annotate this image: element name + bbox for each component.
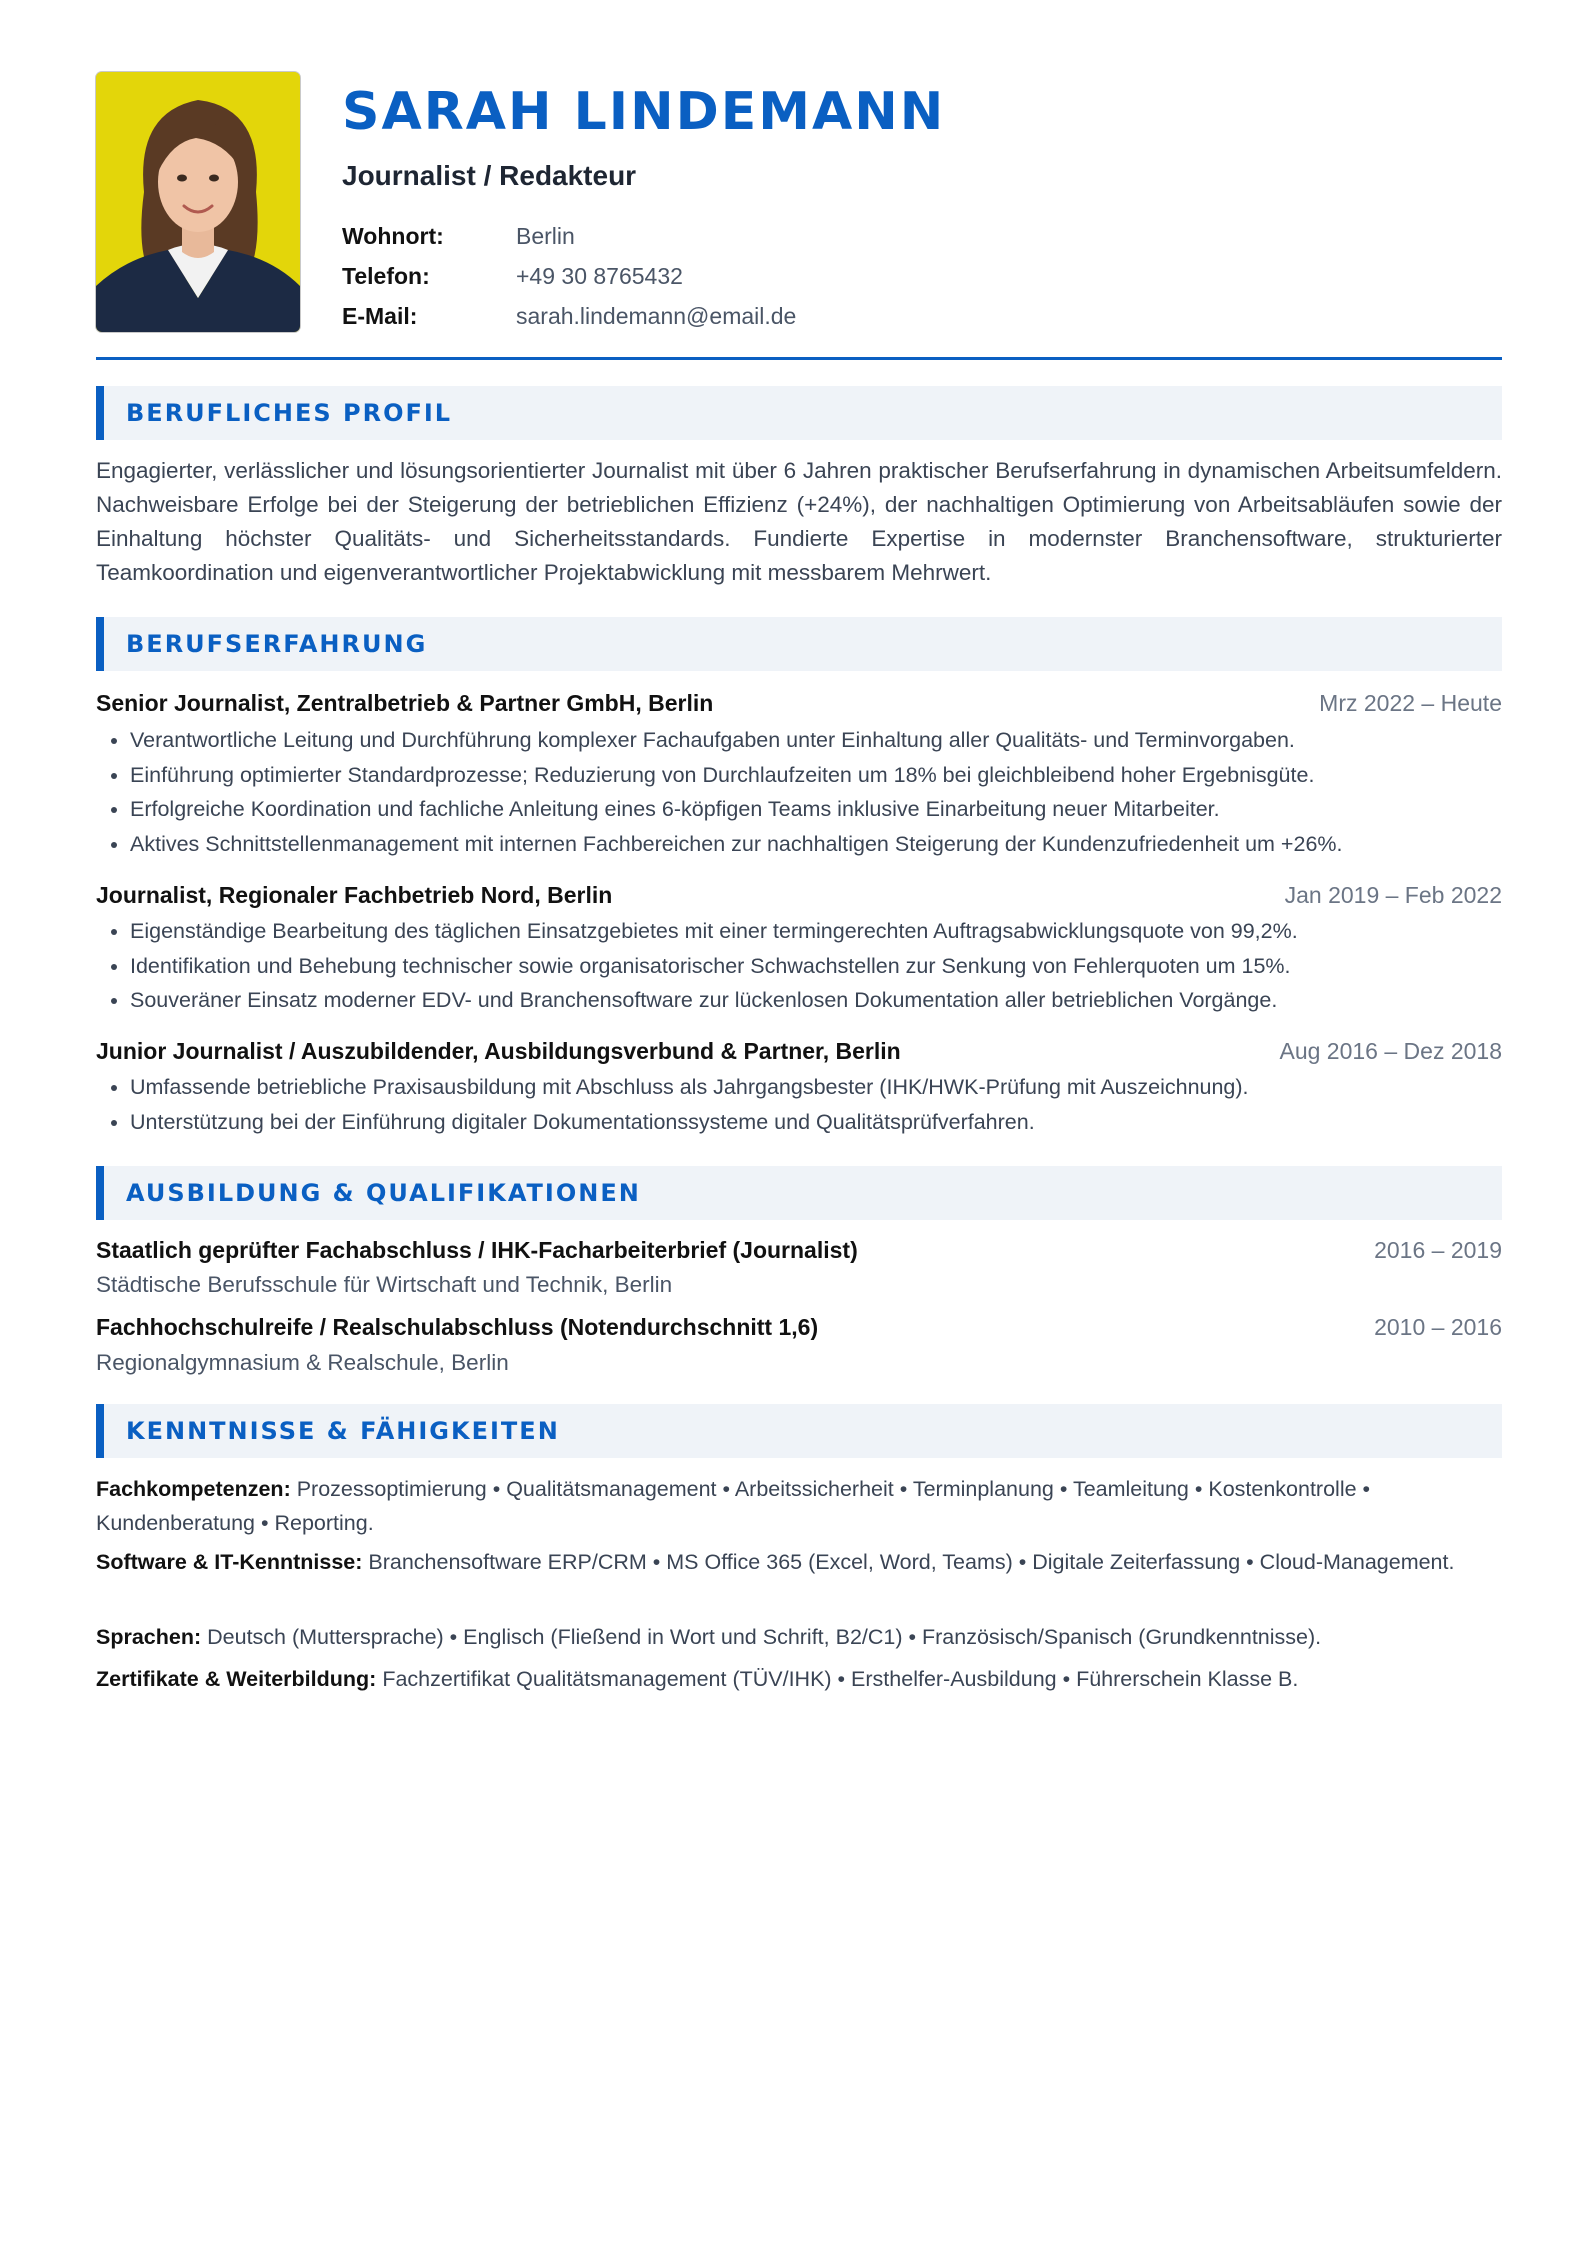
candidate-job-title: Journalist / Redakteur <box>342 160 637 191</box>
education-title: Staatlich geprüfter Fachabschluss / IHK-Facharbeiterbrief (Journalist) <box>96 1237 858 1263</box>
contact-row-location <box>342 216 1042 256</box>
section-heading-text: AUSBILDUNG & QUALIFIKATIONEN <box>126 1179 641 1207</box>
skill-row <box>96 1662 1502 1696</box>
list-item: • Eigenständige Bearbeitung des täglichen Einsatzgebietes mit einer termingerechten Auftragsabwicklungsquote von 99,2%. <box>130 914 1502 949</box>
education-institution: Städtische Berufsschule für Wirtschaft und Technik, Berlin <box>96 1272 673 1297</box>
list-item: • Souveräner Einsatz moderner EDV- und Branchensoftware zur lückenlosen Dokumentation aller betrieblichen Vorgänge. <box>130 983 1502 1018</box>
header-divider <box>96 357 1502 360</box>
skill-text: Prozessoptimierung • Qualitätsmanagement • Arbeitssicherheit • Terminplanung • Teamleitung • Kostenkontrolle • Kundenberatung • Reporting. <box>96 1477 1371 1535</box>
job-title: Journalist, Regionaler Fachbetrieb Nord, Berlin <box>96 882 613 908</box>
resume-header <box>96 72 1502 358</box>
list-item: • Aktives Schnittstellenmanagement mit internen Fachbereichen zur nachhaltigen Steigerung der Kundenzufriedenheit um +26%. <box>130 827 1502 862</box>
skill-row <box>96 1545 1502 1579</box>
contact-label: E-Mail: <box>342 303 418 329</box>
education-date: 2016 – 2019 <box>1374 1237 1502 1263</box>
skill-row <box>96 1472 1502 1540</box>
skill-label: Software & IT-Kenntnisse: <box>96 1550 363 1574</box>
section-heading-profile <box>96 386 1502 440</box>
job-date: Jan 2019 – Feb 2022 <box>1284 882 1502 908</box>
list-item: • Unterstützung bei der Einführung digitaler Dokumentationssysteme und Qualitätsprüfverfahren. <box>130 1105 1502 1140</box>
contact-row-phone <box>342 256 1042 296</box>
contact-value: sarah.lindemann@email.de <box>516 303 797 329</box>
skill-text: Deutsch (Muttersprache) • Englisch (Fließend in Wort und Schrift, B2/C1) • Französisch/Spanisch (Grundkenntnisse). <box>207 1625 1322 1649</box>
job-title: Junior Journalist / Auszubildender, Ausbildungsverbund & Partner, Berlin <box>96 1038 901 1064</box>
skill-text: Branchensoftware ERP/CRM • MS Office 365 (Excel, Word, Teams) • Digitale Zeiterfassung • Cloud-Management. <box>368 1550 1455 1574</box>
education-title: Fachhochschulreife / Realschulabschluss (Notendurchschnitt 1,6) <box>96 1314 819 1340</box>
education-date: 2010 – 2016 <box>1374 1314 1502 1340</box>
section-heading-experience <box>96 617 1502 671</box>
job-title: Senior Journalist, Zentralbetrieb & Partner GmbH, Berlin <box>96 690 714 716</box>
section-heading-text: BERUFSERFAHRUNG <box>126 630 428 658</box>
job-bullets <box>96 723 1502 861</box>
section-heading-education <box>96 1166 1502 1220</box>
list-item: • Einführung optimierter Standardprozesse; Reduzierung von Durchlaufzeiten um 18% bei gleichbleibend hoher Ergebnisgüte. <box>130 758 1502 793</box>
profile-text: Engagierter, verlässlicher und lösungsorientierter Journalist mit über 6 Jahren praktischer Berufserfahrung in dynamischen Arbeitsumfeldern. Nachweisbare Erfolge bei der Steigerung der betrieblichen Effizienz (+24%), der nachhaltigen Optimierung von Arbeitsabläufen sowie der Einhaltung höchster Qualitäts- und Sicherheitsstandards. Fundierte Expertise in modernster Branchensoftware, strukturierter Teamkoordination und eigenverantwortlicher Projektabwicklung mit messbarem Mehrwert. <box>96 458 1502 585</box>
candidate-name: SARAH LINDEMANN <box>342 82 946 142</box>
list-item: • Verantwortliche Leitung und Durchführung komplexer Fachaufgaben unter Einhaltung aller Qualitäts- und Terminvorgaben. <box>130 723 1502 758</box>
list-item: • Identifikation und Behebung technischer sowie organisatorischer Schwachstellen zur Senkung von Fehlerquoten um 15%. <box>130 949 1502 984</box>
contact-row-email <box>342 296 1042 336</box>
contact-details <box>342 216 1042 336</box>
job-date: Aug 2016 – Dez 2018 <box>1279 1038 1502 1064</box>
skill-label: Zertifikate & Weiterbildung: <box>96 1667 377 1691</box>
list-item: • Umfassende betriebliche Praxisausbildung mit Abschluss als Jahrgangsbester (IHK/HWK-Prüfung mit Auszeichnung). <box>130 1070 1502 1105</box>
list-item: • Erfolgreiche Koordination und fachliche Anleitung eines 6-köpfigen Teams inklusive Einarbeitung neuer Mitarbeiter. <box>130 792 1502 827</box>
skill-label: Sprachen: <box>96 1625 202 1649</box>
profile-photo <box>96 72 300 332</box>
contact-label: Wohnort: <box>342 223 444 249</box>
job-bullets <box>96 1070 1502 1139</box>
education-institution: Regionalgymnasium & Realschule, Berlin <box>96 1350 509 1375</box>
job-bullets <box>96 914 1502 1018</box>
skill-row <box>96 1620 1502 1654</box>
job-date: Mrz 2022 – Heute <box>1319 690 1502 716</box>
skill-text: Fachzertifikat Qualitätsmanagement (TÜV/IHK) • Ersthelfer-Ausbildung • Führerschein Klasse B. <box>382 1667 1299 1691</box>
portrait-illustration <box>96 72 300 332</box>
contact-value: Berlin <box>516 223 575 249</box>
section-heading-skills <box>96 1404 1502 1458</box>
skill-label: Fachkompetenzen: <box>96 1477 291 1501</box>
section-heading-text: KENNTNISSE & FÄHIGKEITEN <box>126 1417 560 1445</box>
contact-label: Telefon: <box>342 263 430 289</box>
section-heading-text: BERUFLICHES PROFIL <box>126 399 453 427</box>
contact-value: +49 30 8765432 <box>516 263 683 289</box>
